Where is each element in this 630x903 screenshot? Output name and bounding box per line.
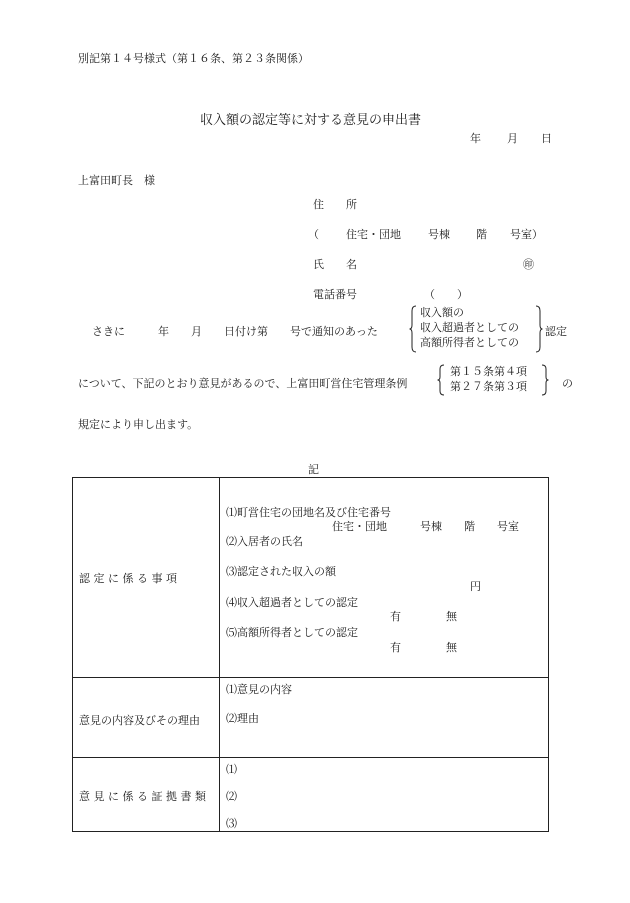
- date-day: 日: [541, 132, 552, 145]
- name-label: 氏 名: [313, 258, 357, 271]
- left-brace-icon: [437, 364, 445, 396]
- line1-options: [420, 305, 519, 350]
- address-label: 住 所: [313, 198, 357, 211]
- line1-options-brace: [409, 305, 545, 353]
- item-opinion-content: ⑴意見の内容: [226, 683, 292, 696]
- item-reason: ⑵理由: [226, 712, 259, 725]
- table-row: [73, 758, 549, 832]
- item-excess-income: ⑷収入超過者としての認定: [226, 596, 358, 609]
- evidence-item-1: ⑴: [226, 763, 237, 776]
- excess-no: 無: [446, 610, 457, 623]
- details-table: [72, 477, 549, 832]
- item-income-amount: ⑶認定された収入の額: [226, 565, 336, 578]
- addressee: 上富田町長 様: [78, 174, 155, 187]
- ki-heading: 記: [308, 463, 319, 476]
- row3-label-cell: [73, 758, 220, 832]
- table-row: [73, 478, 549, 678]
- row3-content-cell: [220, 758, 549, 832]
- body-line1: さきに 年 月 日付け第 号で通知のあった: [92, 325, 378, 338]
- body-line2: について、下記のとおり意見があるので、上富田町営住宅管理条例: [78, 377, 408, 390]
- right-brace-icon: [541, 364, 549, 396]
- item-complex-number: ⑴町営住宅の団地名及び住宅番号: [226, 506, 391, 519]
- body-line3: 規定により申し出ます。: [78, 418, 199, 431]
- line1-suffix: 認定: [545, 325, 567, 338]
- line2-options-brace: [437, 364, 551, 396]
- left-brace-icon: [409, 305, 417, 353]
- seal-mark: ㊞: [523, 258, 534, 271]
- right-brace-icon: [535, 305, 543, 353]
- residence-room: 号室）: [510, 228, 543, 241]
- evidence-item-3: ⑶: [226, 817, 237, 830]
- phone-label: 電話番号: [313, 288, 357, 301]
- option-article-15: 第１５条第４項: [450, 365, 527, 378]
- row2-content-cell: [220, 678, 549, 758]
- row2-label-cell: [73, 678, 220, 758]
- item-complex-sub: 住宅・団地 号棟 階 号室: [332, 520, 519, 533]
- item-resident-name: ⑵入居者の氏名: [226, 535, 303, 548]
- row2-label: 意見の内容及びその理由: [79, 714, 200, 727]
- residence-building: 号棟: [428, 228, 450, 241]
- option-excess-income: 収入超過者としての: [420, 321, 519, 334]
- row1-label: 認 定 に 係 る 事 項: [79, 572, 177, 585]
- form-number: 別記第１４号様式（第１６条、第２３条関係）: [78, 52, 309, 65]
- yen-unit: 円: [470, 580, 481, 593]
- date-year: 年: [470, 132, 481, 145]
- phone-parens: （ ）: [424, 288, 468, 301]
- table-row: [73, 678, 549, 758]
- high-yes: 有: [390, 641, 401, 654]
- line2-suffix: の: [562, 377, 573, 390]
- excess-yes: 有: [390, 610, 401, 623]
- date-month: 月: [507, 132, 518, 145]
- option-income: 収入額の: [420, 306, 464, 319]
- residence-prefix: （: [308, 228, 319, 241]
- high-no: 無: [446, 641, 457, 654]
- line2-options: [450, 364, 527, 394]
- residence-floor: 階: [476, 228, 487, 241]
- row1-label-cell: [73, 478, 220, 678]
- option-high-income: 高額所得者としての: [420, 336, 519, 349]
- item-high-income: ⑸高額所得者としての認定: [226, 626, 358, 639]
- option-article-27: 第２７条第３項: [450, 380, 527, 393]
- page-title: 収入額の認定等に対する意見の申出書: [200, 113, 422, 128]
- row3-label: 意 見 に 係 る 証 拠 書 類: [79, 790, 206, 803]
- residence-complex: 住宅・団地: [346, 228, 401, 241]
- evidence-item-2: ⑵: [226, 790, 237, 803]
- row1-content-cell: [220, 478, 549, 678]
